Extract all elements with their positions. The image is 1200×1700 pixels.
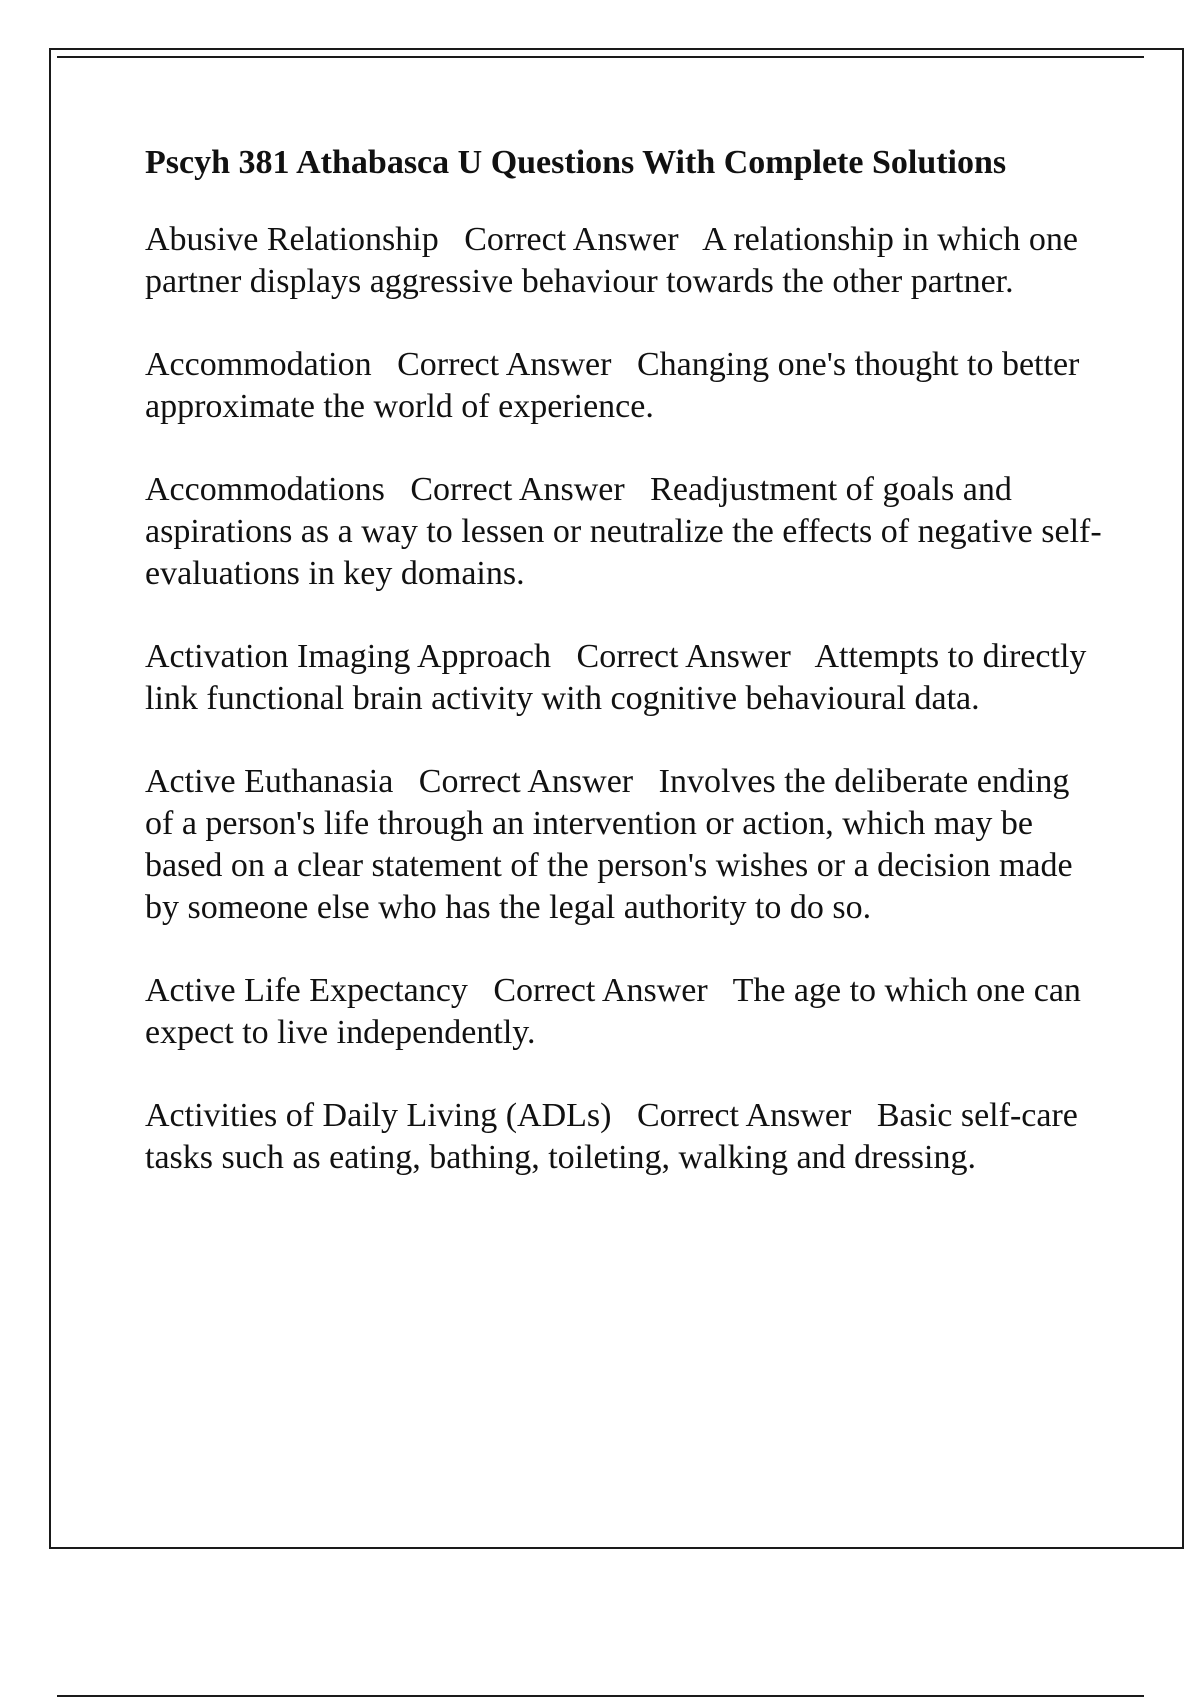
entry-term: Activities of Daily Living (ADLs): [145, 1097, 612, 1134]
qa-entry: [145, 219, 1105, 303]
entry-term: Accommodations: [145, 471, 385, 508]
entry-definition: Attempts to directly link functional brain activity with cognitive behavioural data.: [145, 638, 1087, 717]
correct-answer-label: Correct Answer: [464, 221, 679, 258]
qa-entry: [145, 344, 1105, 428]
document-body: [145, 142, 1105, 1220]
bottom-rule: [57, 1695, 1144, 1697]
entry-definition: Readjustment of goals and aspirations as a way to lessen or neutralize the effects of negative self-evaluations in key domains.: [145, 471, 1102, 592]
qa-entry: [145, 1095, 1105, 1179]
entry-definition: Changing one's thought to better approximate the world of experience.: [145, 346, 1080, 425]
entry-term: Active Euthanasia: [145, 763, 394, 800]
correct-answer-label: Correct Answer: [636, 1097, 852, 1134]
entry-definition: A relationship in which one partner displays aggressive behaviour towards the other partner.: [145, 221, 1078, 300]
entry-definition: Basic self-care tasks such as eating, bathing, toileting, walking and dressing.: [145, 1097, 1078, 1176]
qa-entry: [145, 636, 1105, 720]
correct-answer-label: Correct Answer: [576, 638, 791, 675]
qa-entry: [145, 761, 1105, 929]
entry-term: Activation Imaging Approach: [145, 638, 552, 675]
qa-entry: [145, 469, 1105, 595]
qa-entry: [145, 970, 1105, 1054]
correct-answer-label: Correct Answer: [410, 471, 625, 508]
correct-answer-label: Correct Answer: [493, 972, 708, 1009]
entry-definition: The age to which one can expect to live independently.: [145, 972, 1081, 1051]
entry-definition: Involves the deliberate ending of a person's life through an intervention or action, which may be based on a clear statement of the person's wishes or a decision made by someone else who has the legal authority to do so.: [145, 763, 1073, 926]
correct-answer-label: Correct Answer: [397, 346, 612, 383]
correct-answer-label: Correct Answer: [418, 763, 634, 800]
document-title: Pscyh 381 Athabasca U Questions With Complete Solutions: [145, 144, 1007, 181]
entry-term: Accommodation: [145, 346, 372, 383]
entry-term: Active Life Expectancy: [145, 972, 468, 1009]
entry-term: Abusive Relationship: [145, 221, 439, 258]
